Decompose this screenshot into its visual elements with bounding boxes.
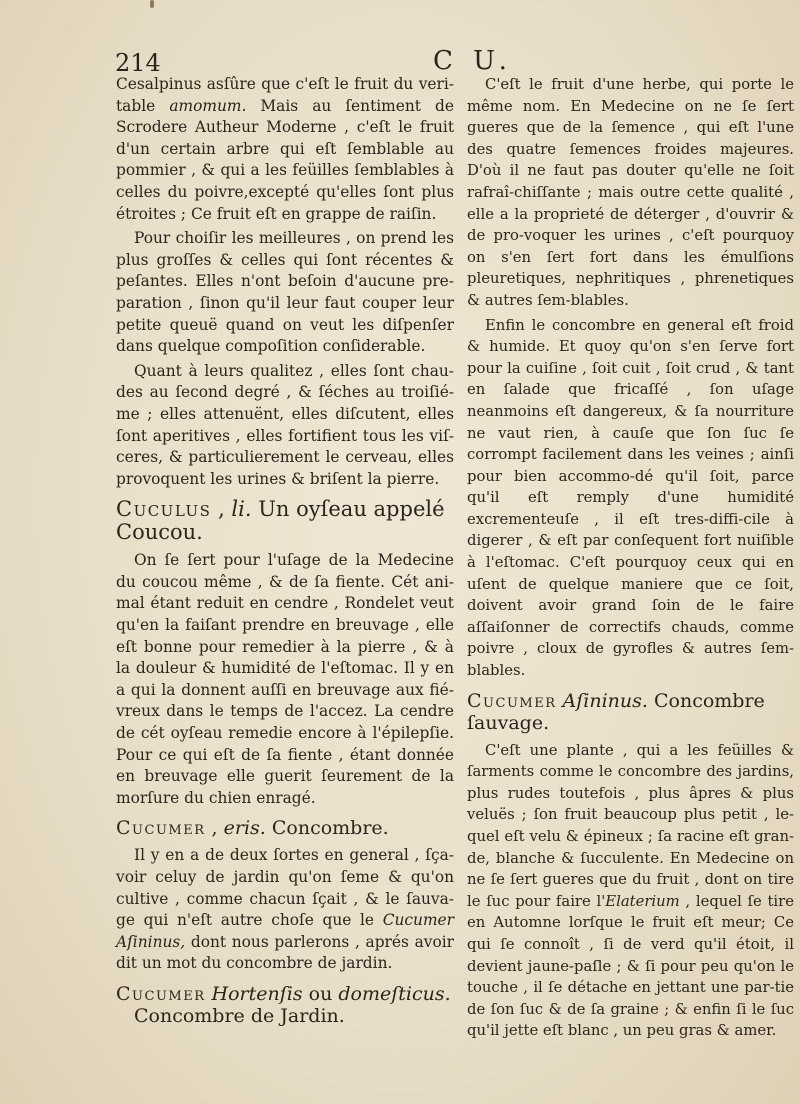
entry-heading-cucumer: Cucumer , eris. Concombre. [116,817,389,840]
page-number: 214 [115,49,161,77]
paragraph: Il y en a de deux ſortes en general , ſça-voir celuy de jardin qu'on ſeme & qu'on cultive , comme chacun ſçait , & le ſauva-ge qui n'eſt autre choſe que le Cucumer Aſininus, dont nous parlerons , aprés avoir dit un mot du concombre de jardin. [116,846,454,973]
entry-heading-cucumer-asininus: Cucumer Aſininus. Concombre ſauvage. [467,689,765,734]
paragraph: C'eſt une plante , qui a les feüilles & ſarments comme le concombre des jardins, plus rudes toutefois , plus âpres & plus veluës ; ſon fruit beaucoup plus petit , le-quel eſt velu & épineux ; ſa racine eſt gran-de, blanche & ſucculente. En Medecine on ne ſe ſert gueres que du fruit , dont on tire le ſuc pour faire l'Elaterium , lequel ſe tire en Automne lorſque le fruit eſt meur; Ce qui ſe connoît , ſi de verd qu'il étoit, il devient jaune-paſle ; & ſi pour peu qu'on le touche , il ſe détache en jettant une par-tie de ſon ſuc & de ſa graine ; & enfin ſi le ſuc qu'il jette eſt blanc , un peu gras & amer. [467,741,794,1040]
page-header [115,46,760,76]
paragraph: On ſe ſert pour l'uſage de la Medecine du coucou même , & de ſa fiente. Cét ani-mal étant reduit en cendre , Rondelet veut qu'en la faiſant prendre en breuvage , elle eſt bonne pour remedier à la pierre , & à la douleur & humidité de l'eſtomac. Il y en a qui la donnent auſſi en breuvage aux fié-vreux dans le temps de l'accez. La cendre de cét oyſeau remedie encore à l'épilepſie. Pour ce qui eſt de ſa fiente , étant donnée en breuvage elle guerit ſeurement de la morſure du chien enragé. [116,551,454,807]
left-column [116,74,454,1033]
entry-heading-cucumer-hortensis: Cucumer Hortenſis ou domeſticus. Concombre de Jardin. [116,982,451,1027]
running-head: C U. [433,46,513,76]
paragraph: Cesalpinus asſûre que c'eſt le fruit du veri-table amomum. Mais au ſentiment de Scrodere Autheur Moderne , c'eſt le fruit d'un certain arbre qui eſt ſemblable au pommier , & qui a les feüilles ſemblables à celles du poivre,excepté qu'elles ſont plus étroites ; Ce fruit eſt en grappe de raiſin. [116,75,455,223]
entry-heading-cuculus: Cuculus , li. Un oyſeau appelé Coucou. [116,497,445,545]
right-column [467,74,794,1042]
paragraph: C'eſt le fruit d'une herbe, qui porte le même nom. En Medecine on ne ſe ſert gueres que de la ſemence , qui eſt l'une des quatre ſemences froides majeures. D'où il ne faut pas douter qu'elle ne ſoit rafraî-chiſſante ; mais outre cette qualité , elle a la proprieté de déterger , d'ouvrir & de pro-voquer les urines , c'eſt pourquoy on s'en ſert fort dans les émulſions pleuretiques, nephritiques , phrenetiques & autres ſem-blables. [467,76,794,309]
ink-spot [150,0,154,8]
paragraph: Quant à leurs qualitez , elles ſont chau-des au ſecond degré , & ſéches au troiſié-me ; elles attenuënt, elles diſcutent, elles ſont aperitives , elles fortifient tous les viſ-ceres, & particulierement le cerveau, elles provoquent les urines & briſent la pierre. [116,361,454,488]
paragraph: Pour choiſir les meilleures , on prend les plus groſſes & celles qui ſont récentes & peſantes. Elles n'ont beſoin d'aucune pre-paration , ſinon qu'il leur faut couper leur petite queuë quand on veut les diſpenſer dans quelque compoſition conſiderable. [116,229,454,356]
paragraph: Enfin le concombre en general eſt froid & humide. Et quoy qu'on s'en ſerve fort pour la cuiſine , ſoit cuit , ſoit crud , & tant en ſalade que fricaſſé , ſon uſage neanmoins eſt dangereux, & ſa nourriture ne vaut rien, à cauſe que ſon ſuc ſe corrompt facilement dans les veines ; ainſi pour bien accommo-dé qu'il ſoit, parce qu'il eſt remply d'une humidité excrementeuſe , il eſt tres-diffi-cile à digerer , & eſt par conſequent fort nuiſible à l'eſtomac. C'eſt pourquoy ceux qui en uſent de quelque maniere que ce ſoit, doivent avoir grand ſoin de le faire aſſaiſonner de correctifs chauds, comme poivre , cloux de gyrofles & autres ſem-blables. [467,316,794,680]
